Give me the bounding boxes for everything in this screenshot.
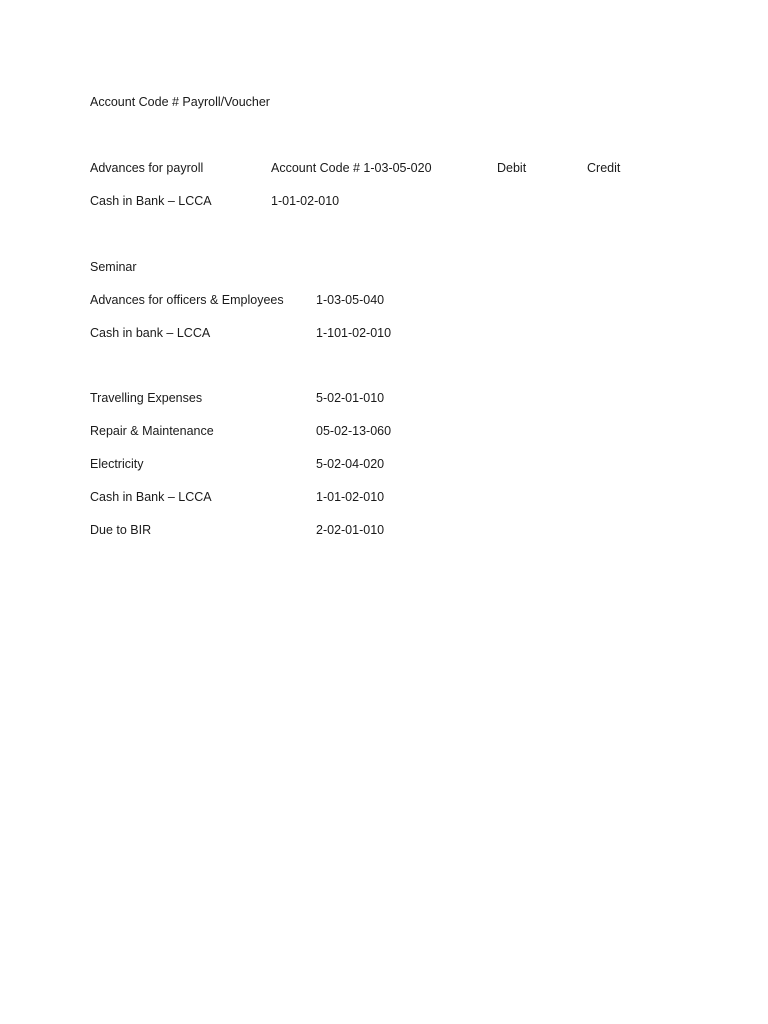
account-code: 1-01-02-010 — [271, 194, 340, 208]
account-name: Cash in Bank – LCCA — [90, 194, 212, 208]
account-code: 2-02-01-010 — [316, 523, 385, 537]
section-title: Seminar — [90, 260, 137, 274]
account-name: Cash in Bank – LCCA — [90, 490, 212, 504]
credit-column-label: Credit — [587, 161, 621, 175]
account-code: 5-02-01-010 — [316, 391, 385, 405]
account-code: Account Code # 1-03-05-020 — [271, 161, 432, 175]
account-code: 1-101-02-010 — [316, 326, 392, 340]
debit-column-label: Debit — [497, 161, 527, 175]
account-code: 1-03-05-040 — [316, 293, 385, 307]
account-name: Advances for payroll — [90, 161, 204, 175]
account-name: Advances for officers & Employees — [90, 293, 284, 307]
account-name: Travelling Expenses — [90, 391, 203, 405]
account-name: Due to BIR — [90, 523, 152, 537]
account-name: Cash in bank – LCCA — [90, 326, 211, 340]
account-name: Electricity — [90, 457, 144, 471]
account-code: 05-02-13-060 — [316, 424, 392, 438]
account-name: Repair & Maintenance — [90, 424, 214, 438]
document-heading: Account Code # Payroll/Voucher — [90, 95, 270, 109]
account-code: 1-01-02-010 — [316, 490, 385, 504]
account-code: 5-02-04-020 — [316, 457, 385, 471]
